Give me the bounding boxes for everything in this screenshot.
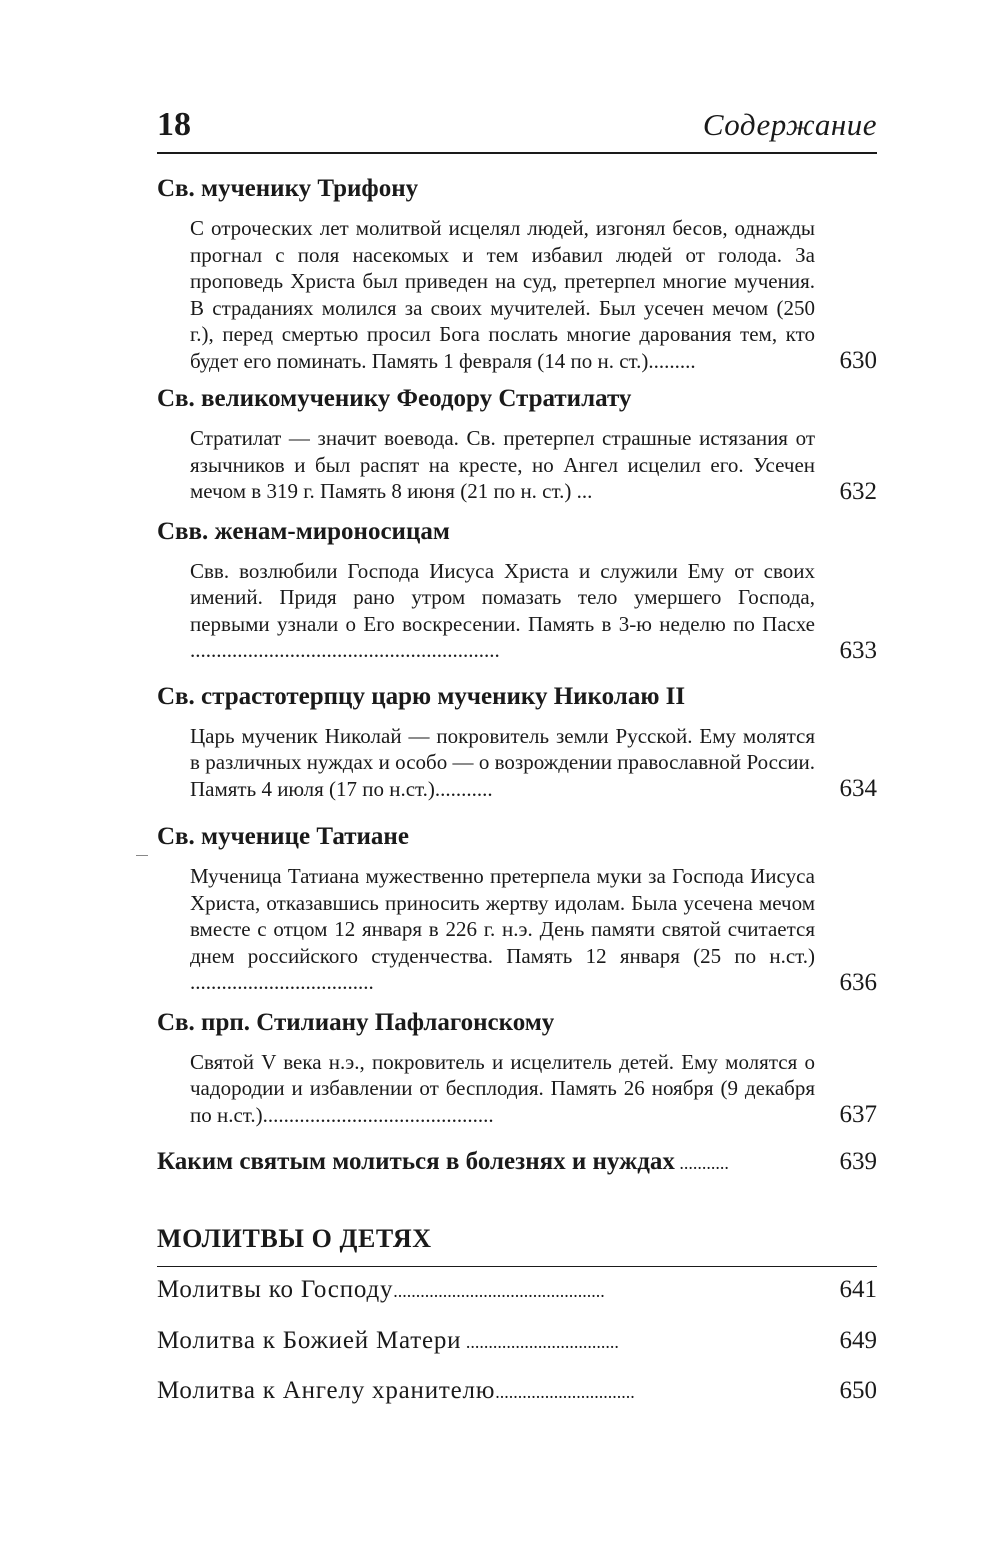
dot-leader: ........................................................... (190, 638, 500, 662)
toc-page (157, 108, 877, 1407)
entry-title: Молитвы ко Господу (157, 1276, 394, 1303)
entry-title: Св. страстотерпцу царю мученику Николаю II (157, 682, 686, 710)
entry-title: Молитва к Ангелу хранителю (157, 1377, 496, 1404)
entry-page-number: 641 (839, 1276, 877, 1303)
toc-entry-prayers-to-lord[interactable] (157, 1275, 877, 1306)
description-text: Царь мученик Николай — покровитель земли Русской. Ему молятся в различных нуждах и особо — о возрождении православной России. Память 4 июля (17 по н.ст.) (190, 723, 815, 801)
entry-description (190, 723, 815, 803)
entry-title: Каким святым молиться в болезнях и нуждах (157, 1148, 675, 1175)
toc-entry-trifon[interactable] (157, 174, 877, 374)
entry-page-number: 632 (839, 477, 877, 505)
description-text: Свв. возлюбили Господа Иисуса Христа и служили Ему от своих имений. Придя рано утром помазать тело умершего Господа, первыми узнали о Его воскресении. Память в 3-ю неделю по Пасхе (190, 558, 815, 636)
dot-leader: ............................................... (393, 1281, 605, 1301)
entry-description (190, 1049, 815, 1129)
entry-page-number: 633 (839, 636, 877, 664)
entry-title: Св. мученице Татиане (157, 823, 409, 850)
description-text: Мученица Татиана мужественно претерпела муки за Господа Иисуса Христа, отказавшись приносить жертву идолам. Была усечена мечом вместе с отцом 12 января в 226 г. н.э. День памяти святой считается днем российского студенчества. Память 12 января (25 по н.ст.) (190, 864, 815, 968)
dot-leader: ............................... (495, 1382, 635, 1402)
running-head (157, 108, 877, 154)
entry-page-number: 639 (839, 1148, 877, 1175)
section-heading: МОЛИТВЫ О ДЕТЯХ (157, 1224, 432, 1253)
description-text: С отроческих лет молитвой исцелял людей, изгонял бесов, однажды прогнал с поля насекомых и тем избавил людей от голода. За проповедь Христа был приведен на суд, претерпел многие мучения. В страданиях молился за своих мучителей. Был усечен мечом (250 г.), перед смертью просил Бога послать многие дарования тем, кто будет его поминать. Память 1 февраля (14 по н. ст.) (190, 216, 815, 373)
entry-page-number: 630 (839, 347, 877, 374)
entry-description (190, 863, 815, 996)
entry-page-number: 637 (839, 1101, 877, 1128)
entry-description (190, 425, 815, 505)
dot-leader: .................................. (461, 1332, 619, 1352)
entry-title: Св. мученику Трифону (157, 175, 419, 202)
page-number: 18 (157, 106, 191, 143)
entry-description (190, 558, 815, 664)
running-title: Содержание (702, 107, 877, 142)
entry-page-number: 634 (839, 775, 877, 802)
entry-page-number: 649 (839, 1327, 877, 1354)
dot-leader: ................................... (190, 970, 374, 994)
toc-entry-stylianos[interactable] (157, 1008, 877, 1129)
toc-entry-prayer-to-guardian-angel[interactable] (157, 1376, 877, 1407)
dot-leader: ......... (648, 348, 696, 373)
dot-leader: ........... (674, 1153, 729, 1173)
toc-entry-feodor[interactable] (157, 384, 877, 505)
entry-title: Св. великомученику Феодору Стратилату (157, 385, 632, 412)
entry-title: Свв. женам-мироносицам (157, 517, 450, 545)
entry-description (190, 215, 815, 374)
toc-entry-nicholas[interactable] (157, 682, 877, 803)
stray-mark (136, 855, 148, 856)
section-rule (157, 1266, 877, 1267)
description-text: Стратилат — значит воевода. Св. претерпел страшные истязания от язычников и был распят на кресте, но Ангел исцелил его. Усечен мечом в 319 г. Память 8 июня (21 по н. ст.) (190, 426, 815, 503)
entry-title: Св. прп. Стилиану Пафлагонскому (157, 1008, 555, 1036)
entry-title: Молитва к Божией Матери (157, 1327, 462, 1354)
dot-leader: ........... (434, 776, 493, 801)
toc-entry-tatiana[interactable] (157, 822, 877, 996)
toc-entry-prayer-to-theotokos[interactable] (157, 1326, 877, 1357)
dot-leader: ............................................ (262, 1102, 494, 1127)
toc-entry-myrrhbearers[interactable] (157, 517, 877, 664)
entry-page-number: 636 (839, 968, 877, 996)
toc-entry-saints-in-needs[interactable] (157, 1147, 877, 1178)
entry-page-number: 650 (839, 1377, 877, 1404)
description-text: Святой V века н.э., покровитель и исцелитель детей. Ему молятся о чадородии и избавлении от бесплодия. Память 26 ноября (9 декабря по н.ст.) (190, 1049, 815, 1127)
dot-leader: ... (571, 479, 593, 503)
